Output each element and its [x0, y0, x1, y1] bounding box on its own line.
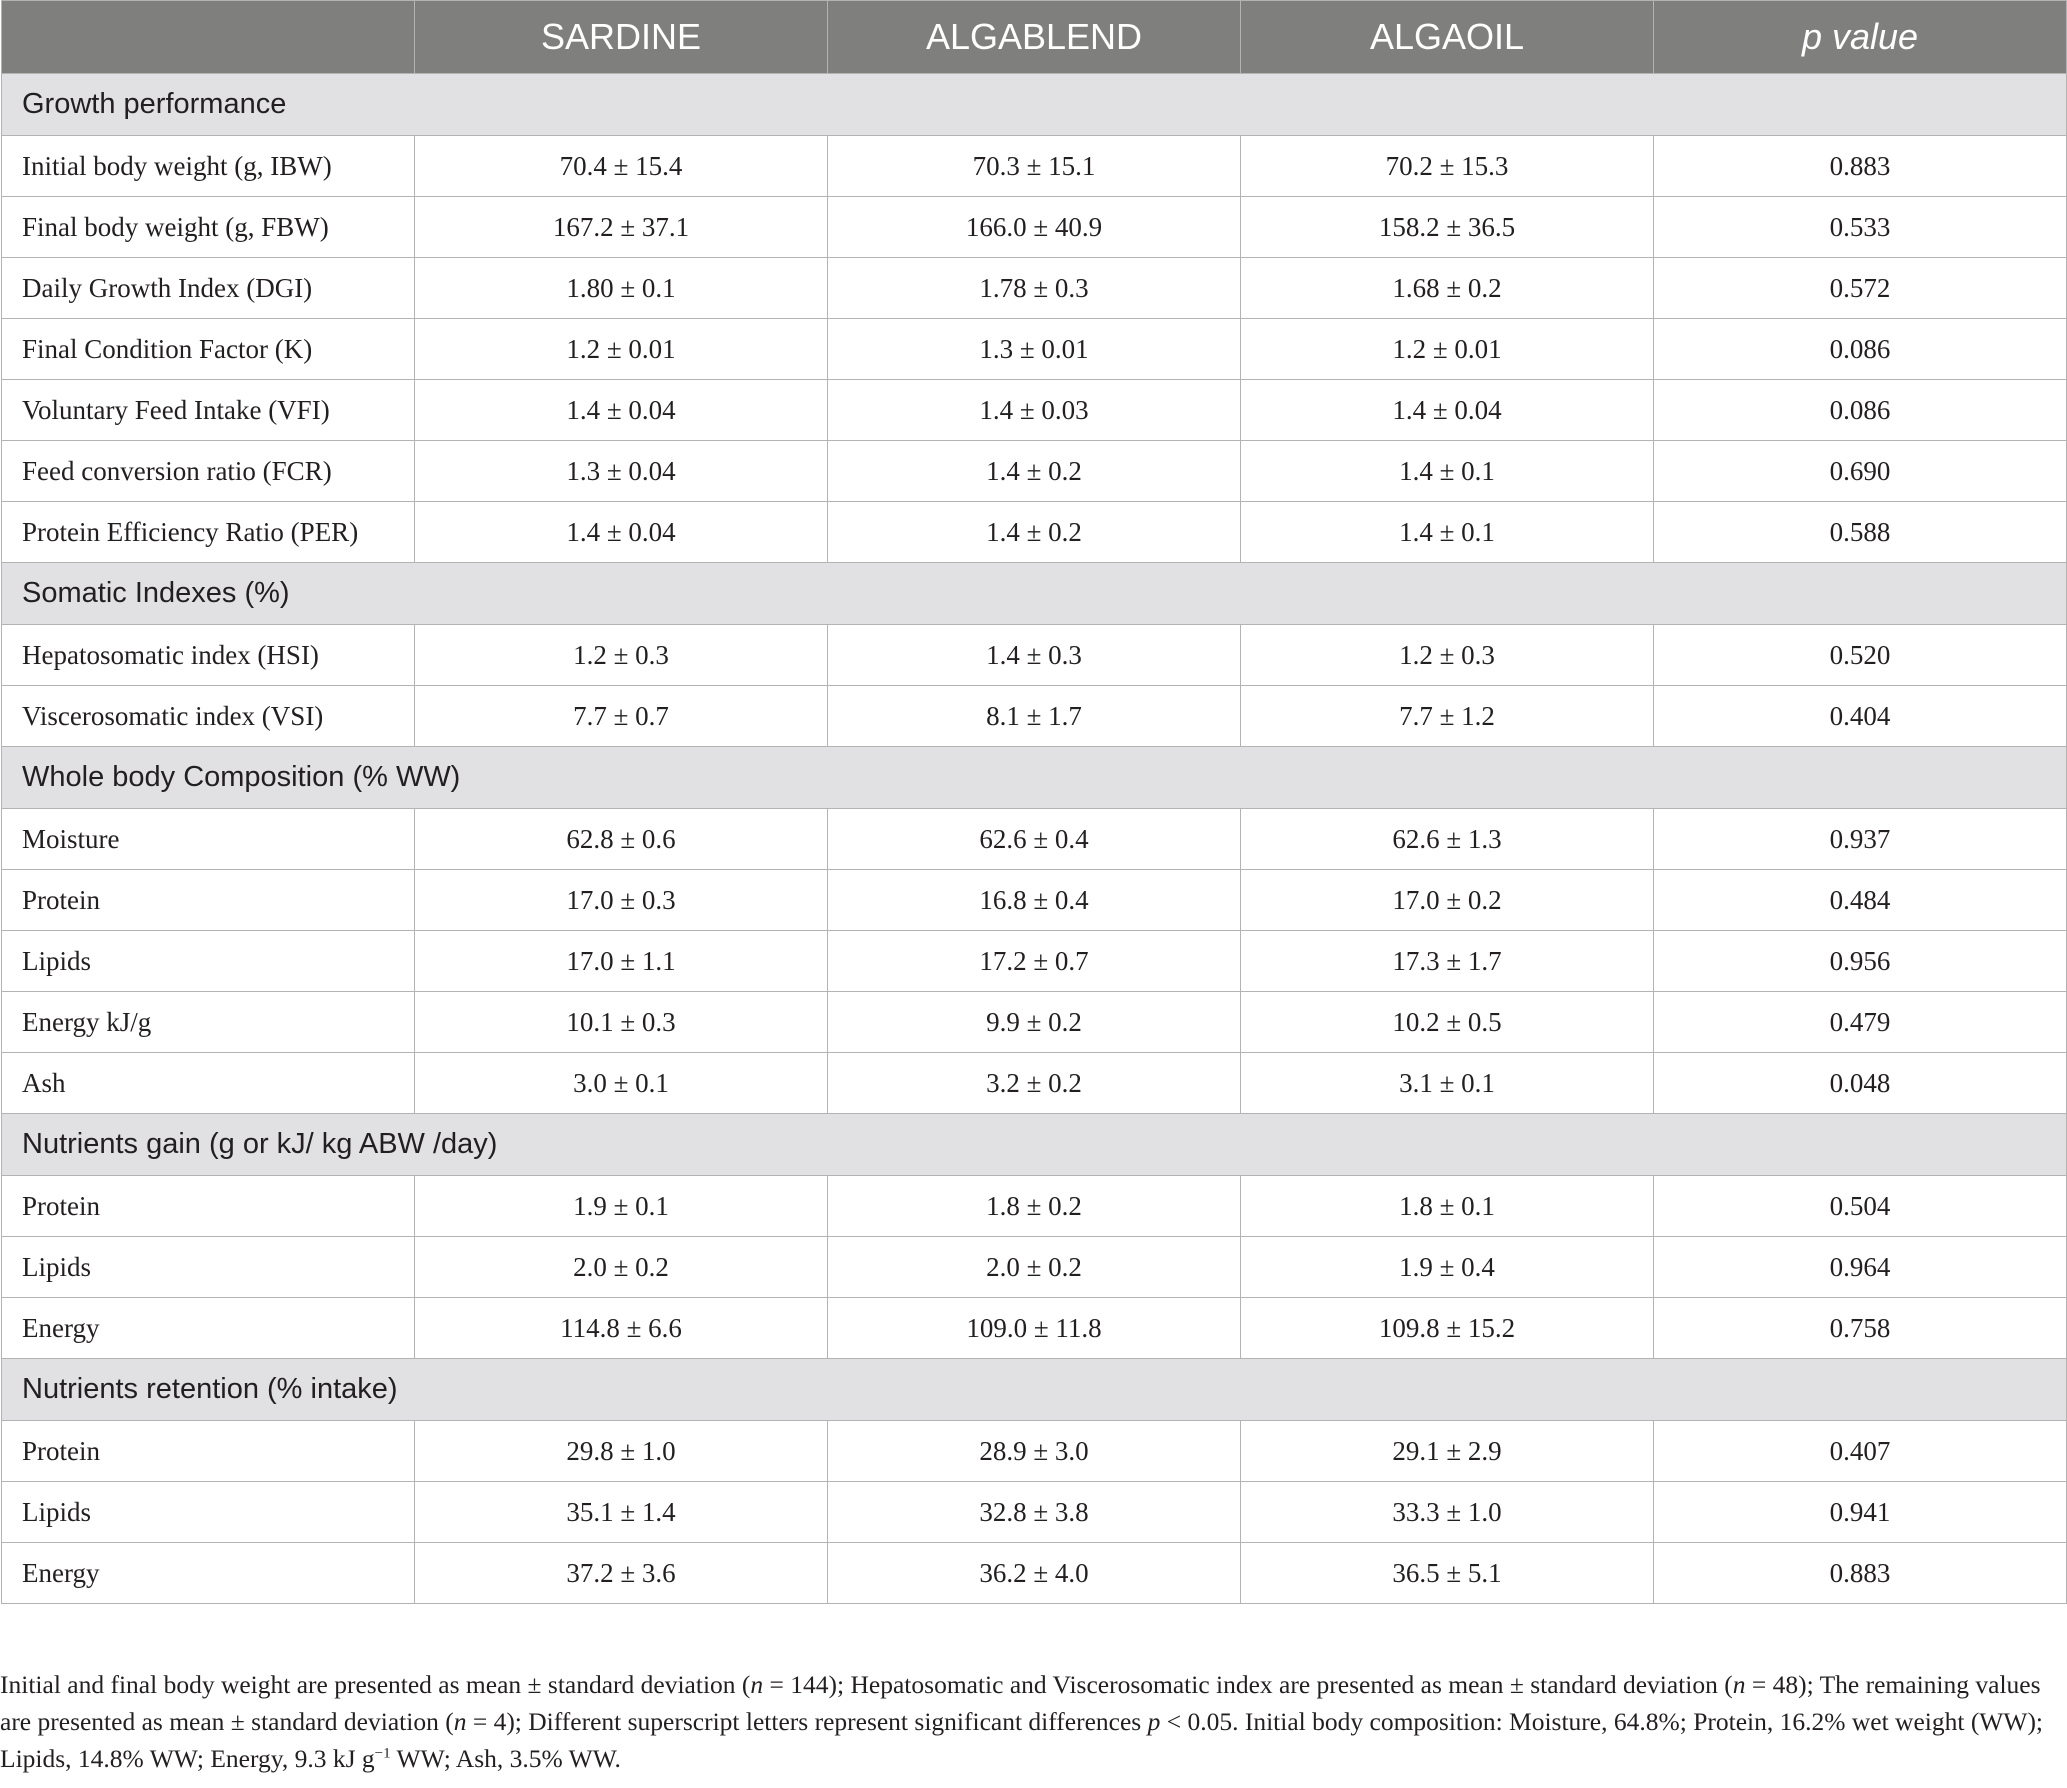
- table-row: [2, 1543, 2067, 1604]
- cell-algaoil: 109.8 ± 15.2: [1241, 1298, 1654, 1359]
- footnote-text: WW; Ash, 3.5% WW.: [390, 1744, 621, 1773]
- table-row: [2, 625, 2067, 686]
- footnote-text: Initial and final body weight are presented as mean ± standard deviation (: [0, 1670, 751, 1699]
- row-label: Protein Efficiency Ratio (PER): [2, 502, 415, 563]
- row-label: Protein: [2, 1421, 415, 1482]
- section-title: Nutrients retention (% intake): [2, 1359, 2067, 1421]
- table-row: [2, 197, 2067, 258]
- table-row: [2, 502, 2067, 563]
- cell-sardine: 70.4 ± 15.4: [415, 136, 828, 197]
- table-row: [2, 992, 2067, 1053]
- header-algaoil: ALGAOIL: [1241, 1, 1654, 74]
- cell-sardine: 167.2 ± 37.1: [415, 197, 828, 258]
- header-empty: [2, 1, 415, 74]
- cell-algaoil: 33.3 ± 1.0: [1241, 1482, 1654, 1543]
- cell-p-value: 0.956: [1654, 931, 2067, 992]
- cell-sardine: 2.0 ± 0.2: [415, 1237, 828, 1298]
- cell-algablend: 28.9 ± 3.0: [828, 1421, 1241, 1482]
- footnote-n-symbol: n: [453, 1707, 467, 1736]
- cell-algaoil: 29.1 ± 2.9: [1241, 1421, 1654, 1482]
- section-title: Whole body Composition (% WW): [2, 747, 2067, 809]
- cell-algablend: 1.4 ± 0.2: [828, 502, 1241, 563]
- cell-algablend: 70.3 ± 15.1: [828, 136, 1241, 197]
- cell-p-value: 0.941: [1654, 1482, 2067, 1543]
- cell-algaoil: 1.4 ± 0.04: [1241, 380, 1654, 441]
- cell-p-value: 0.086: [1654, 380, 2067, 441]
- section-header-row: [2, 1359, 2067, 1421]
- row-label: Daily Growth Index (DGI): [2, 258, 415, 319]
- table-row: [2, 809, 2067, 870]
- cell-p-value: 0.588: [1654, 502, 2067, 563]
- cell-algaoil: 62.6 ± 1.3: [1241, 809, 1654, 870]
- row-label: Ash: [2, 1053, 415, 1114]
- row-label: Viscerosomatic index (VSI): [2, 686, 415, 747]
- header-sardine: SARDINE: [415, 1, 828, 74]
- table-row: [2, 258, 2067, 319]
- row-label: Lipids: [2, 1237, 415, 1298]
- section-header-row: [2, 1114, 2067, 1176]
- row-label: Energy: [2, 1298, 415, 1359]
- cell-algablend: 32.8 ± 3.8: [828, 1482, 1241, 1543]
- table-row: [2, 441, 2067, 502]
- cell-algablend: 3.2 ± 0.2: [828, 1053, 1241, 1114]
- cell-sardine: 7.7 ± 0.7: [415, 686, 828, 747]
- results-table: [1, 0, 2067, 1604]
- row-label: Protein: [2, 1176, 415, 1237]
- table-header: [2, 1, 2067, 74]
- cell-algaoil: 1.68 ± 0.2: [1241, 258, 1654, 319]
- table-footnote: [0, 1666, 2067, 1777]
- cell-algaoil: 1.9 ± 0.4: [1241, 1237, 1654, 1298]
- section-title: Somatic Indexes (%): [2, 563, 2067, 625]
- cell-algablend: 9.9 ± 0.2: [828, 992, 1241, 1053]
- section-header-row: [2, 747, 2067, 809]
- section-title: Growth performance: [2, 74, 2067, 136]
- cell-sardine: 62.8 ± 0.6: [415, 809, 828, 870]
- section-header-row: [2, 74, 2067, 136]
- cell-p-value: 0.883: [1654, 136, 2067, 197]
- row-label: Final Condition Factor (K): [2, 319, 415, 380]
- table-row: [2, 1298, 2067, 1359]
- footnote-text: = 144); Hepatosomatic and Viscerosomatic index are presented as mean ± standard deviation (: [763, 1670, 1733, 1699]
- cell-algaoil: 70.2 ± 15.3: [1241, 136, 1654, 197]
- header-p-value: p value: [1654, 1, 2067, 74]
- table-row: [2, 1176, 2067, 1237]
- row-label: Energy kJ/g: [2, 992, 415, 1053]
- cell-algablend: 1.8 ± 0.2: [828, 1176, 1241, 1237]
- row-label: Hepatosomatic index (HSI): [2, 625, 415, 686]
- cell-algaoil: 1.2 ± 0.01: [1241, 319, 1654, 380]
- cell-sardine: 1.2 ± 0.3: [415, 625, 828, 686]
- cell-p-value: 0.404: [1654, 686, 2067, 747]
- row-label: Moisture: [2, 809, 415, 870]
- cell-sardine: 1.4 ± 0.04: [415, 502, 828, 563]
- cell-sardine: 10.1 ± 0.3: [415, 992, 828, 1053]
- header-row: [2, 1, 2067, 74]
- cell-algaoil: 10.2 ± 0.5: [1241, 992, 1654, 1053]
- cell-sardine: 1.2 ± 0.01: [415, 319, 828, 380]
- cell-algablend: 62.6 ± 0.4: [828, 809, 1241, 870]
- cell-p-value: 0.086: [1654, 319, 2067, 380]
- cell-p-value: 0.479: [1654, 992, 2067, 1053]
- cell-algablend: 1.4 ± 0.2: [828, 441, 1241, 502]
- table-row: [2, 136, 2067, 197]
- cell-algablend: 166.0 ± 40.9: [828, 197, 1241, 258]
- row-label: Energy: [2, 1543, 415, 1604]
- footnote-superscript: −1: [374, 1745, 391, 1762]
- cell-sardine: 37.2 ± 3.6: [415, 1543, 828, 1604]
- cell-sardine: 114.8 ± 6.6: [415, 1298, 828, 1359]
- cell-algablend: 1.78 ± 0.3: [828, 258, 1241, 319]
- cell-algaoil: 1.4 ± 0.1: [1241, 441, 1654, 502]
- cell-algablend: 17.2 ± 0.7: [828, 931, 1241, 992]
- table-row: [2, 1053, 2067, 1114]
- cell-p-value: 0.758: [1654, 1298, 2067, 1359]
- cell-p-value: 0.484: [1654, 870, 2067, 931]
- cell-p-value: 0.048: [1654, 1053, 2067, 1114]
- cell-algablend: 36.2 ± 4.0: [828, 1543, 1241, 1604]
- cell-algaoil: 158.2 ± 36.5: [1241, 197, 1654, 258]
- cell-p-value: 0.407: [1654, 1421, 2067, 1482]
- table-row: [2, 319, 2067, 380]
- table-row: [2, 931, 2067, 992]
- row-label: Lipids: [2, 1482, 415, 1543]
- cell-algablend: 109.0 ± 11.8: [828, 1298, 1241, 1359]
- cell-sardine: 35.1 ± 1.4: [415, 1482, 828, 1543]
- cell-sardine: 1.4 ± 0.04: [415, 380, 828, 441]
- row-label: Initial body weight (g, IBW): [2, 136, 415, 197]
- cell-p-value: 0.520: [1654, 625, 2067, 686]
- cell-algaoil: 1.4 ± 0.1: [1241, 502, 1654, 563]
- cell-algablend: 16.8 ± 0.4: [828, 870, 1241, 931]
- footnote-text: < 0.05. Initial body composition: Moisture, 64.8%; Protein, 16.2% wet weight (WW); Lipids, 14.8% WW; Energy, 9.3 kJ g: [0, 1707, 2044, 1773]
- cell-p-value: 0.937: [1654, 809, 2067, 870]
- cell-p-value: 0.690: [1654, 441, 2067, 502]
- row-label: Voluntary Feed Intake (VFI): [2, 380, 415, 441]
- cell-algablend: 2.0 ± 0.2: [828, 1237, 1241, 1298]
- cell-p-value: 0.572: [1654, 258, 2067, 319]
- row-label: Feed conversion ratio (FCR): [2, 441, 415, 502]
- cell-sardine: 17.0 ± 1.1: [415, 931, 828, 992]
- cell-p-value: 0.964: [1654, 1237, 2067, 1298]
- header-algablend: ALGABLEND: [828, 1, 1241, 74]
- cell-p-value: 0.504: [1654, 1176, 2067, 1237]
- row-label: Protein: [2, 870, 415, 931]
- table-row: [2, 686, 2067, 747]
- footnote-text: = 48); The remaining values are presented as mean ± standard deviation (: [0, 1670, 2041, 1736]
- cell-algablend: 1.3 ± 0.01: [828, 319, 1241, 380]
- section-title: Nutrients gain (g or kJ/ kg ABW /day): [2, 1114, 2067, 1176]
- section-header-row: [2, 563, 2067, 625]
- cell-algaoil: 3.1 ± 0.1: [1241, 1053, 1654, 1114]
- table-row: [2, 1482, 2067, 1543]
- cell-sardine: 29.8 ± 1.0: [415, 1421, 828, 1482]
- cell-sardine: 1.80 ± 0.1: [415, 258, 828, 319]
- cell-algaoil: 17.3 ± 1.7: [1241, 931, 1654, 992]
- cell-algaoil: 1.8 ± 0.1: [1241, 1176, 1654, 1237]
- cell-sardine: 17.0 ± 0.3: [415, 870, 828, 931]
- table-row: [2, 1421, 2067, 1482]
- cell-algablend: 1.4 ± 0.3: [828, 625, 1241, 686]
- cell-algaoil: 36.5 ± 5.1: [1241, 1543, 1654, 1604]
- row-label: Lipids: [2, 931, 415, 992]
- table-row: [2, 1237, 2067, 1298]
- footnote-n-symbol: n: [750, 1670, 764, 1699]
- cell-algablend: 8.1 ± 1.7: [828, 686, 1241, 747]
- table-row: [2, 380, 2067, 441]
- cell-p-value: 0.883: [1654, 1543, 2067, 1604]
- footnote-n-symbol: n: [1732, 1670, 1746, 1699]
- cell-algaoil: 7.7 ± 1.2: [1241, 686, 1654, 747]
- cell-algablend: 1.4 ± 0.03: [828, 380, 1241, 441]
- footnote-text: = 4); Different superscript letters represent significant differences: [466, 1707, 1148, 1736]
- cell-sardine: 1.9 ± 0.1: [415, 1176, 828, 1237]
- row-label: Final body weight (g, FBW): [2, 197, 415, 258]
- cell-algaoil: 1.2 ± 0.3: [1241, 625, 1654, 686]
- table-body: [2, 74, 2067, 1604]
- footnote-p-symbol: p: [1147, 1707, 1161, 1736]
- table-row: [2, 870, 2067, 931]
- cell-sardine: 1.3 ± 0.04: [415, 441, 828, 502]
- cell-sardine: 3.0 ± 0.1: [415, 1053, 828, 1114]
- cell-p-value: 0.533: [1654, 197, 2067, 258]
- cell-algaoil: 17.0 ± 0.2: [1241, 870, 1654, 931]
